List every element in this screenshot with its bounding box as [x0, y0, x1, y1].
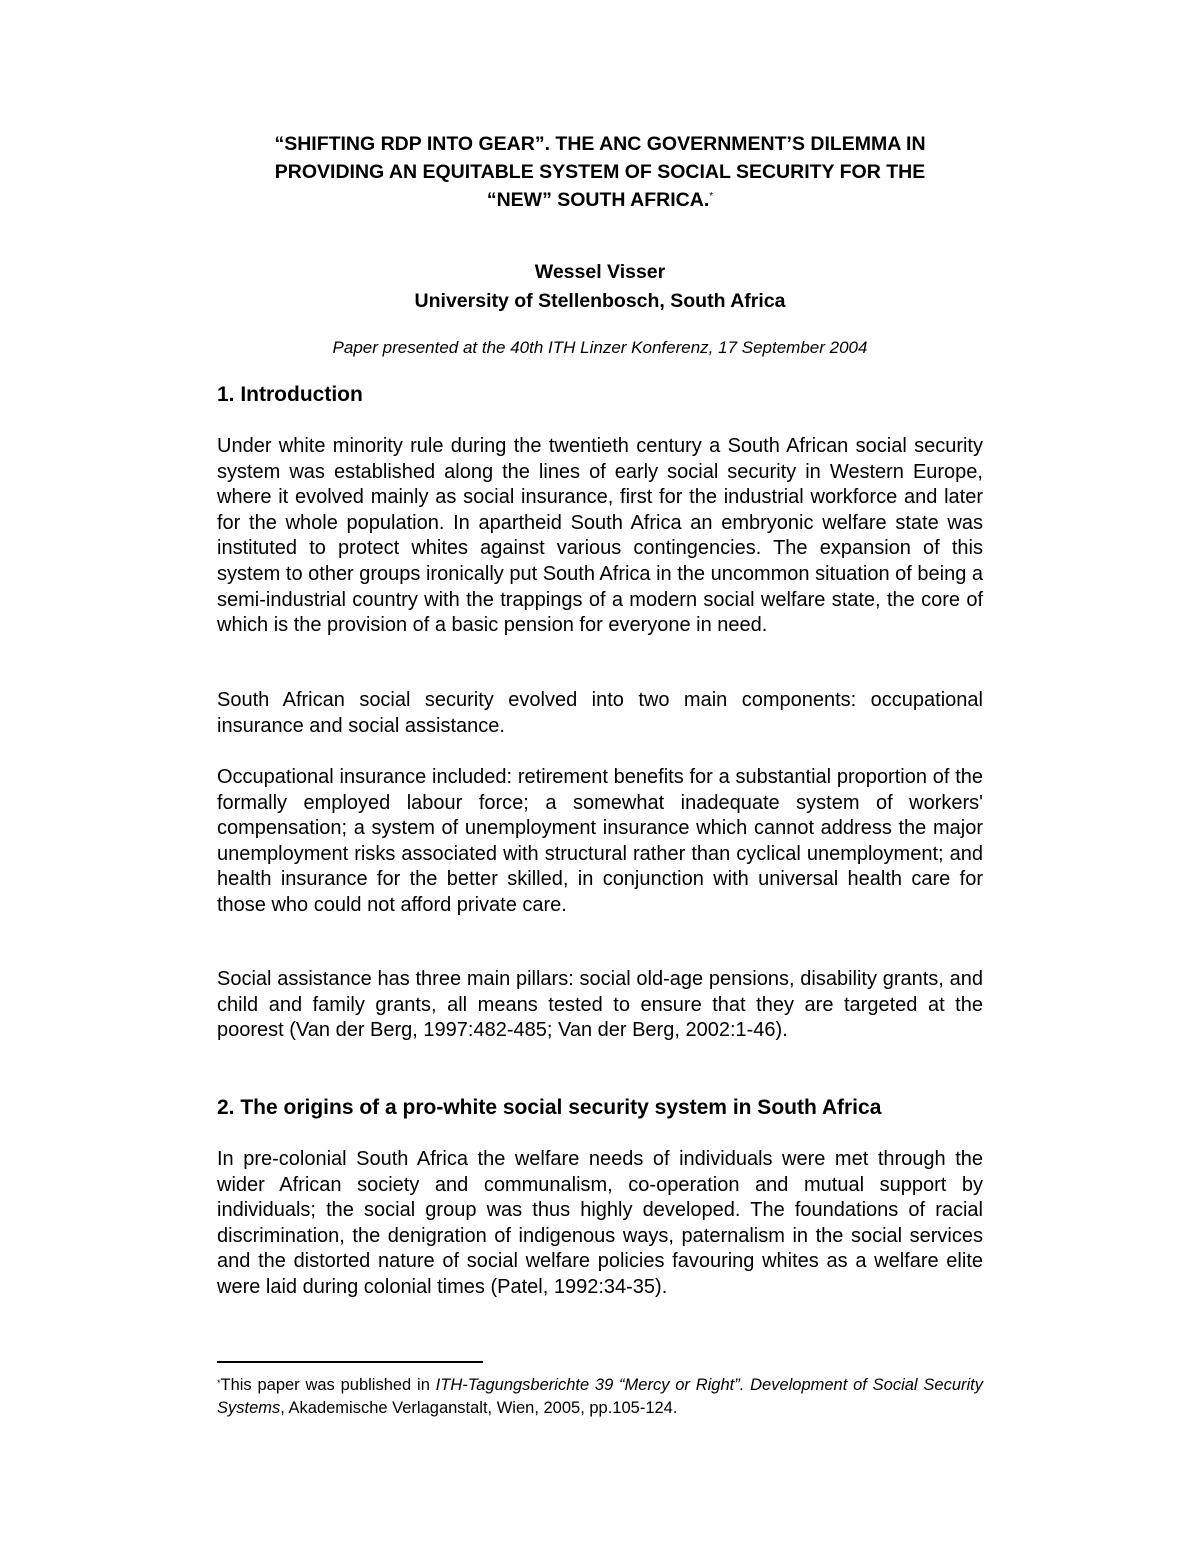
footnote-marker: * [217, 1378, 221, 1388]
author-block [217, 258, 983, 316]
title-line-3 [217, 186, 983, 214]
paragraph-intro-3: Occupational insurance included: retirement benefits for a substantial proportion of the formally employed labour force; a somewhat inadequate system of workers' compensation; a system of unemployment insurance which cannot address the major unemployment risks associated with structural rather than cyclical unemployment; and health insurance for the better skilled, in conjunction with universal health care for those who could not afford private care. [217, 766, 983, 916]
footnote-text-after: , Akademische Verlaganstalt, Wien, 2005, pp.105-124. [280, 1399, 678, 1417]
footnote [217, 1374, 983, 1420]
section-heading-origins: 2. The origins of a pro-white social security system in South Africa [217, 1096, 882, 1119]
paper-title [217, 130, 983, 214]
title-footnote-marker[interactable]: * [709, 191, 714, 202]
author-name: Wessel Visser [534, 261, 666, 283]
title-line-2: PROVIDING AN EQUITABLE SYSTEM OF SOCIAL SECURITY FOR THE [274, 161, 926, 183]
author-affiliation: University of Stellenbosch, South Africa [414, 290, 786, 312]
paragraph-intro-1: Under white minority rule during the twentieth century a South African social security system was established along the lines of early social security in Western Europe, where it evolved mainly as social insurance, first for the industrial workforce and later for the whole population. In apartheid South Africa an embryonic welfare state was instituted to protect whites against various contingencies. The expansion of this system to other groups ironically put South Africa in the uncommon situation of being a semi-industrial country with the trappings of a modern social welfare state, the core of which is the provision of a basic pension for everyone in need. [217, 435, 983, 637]
section-heading-introduction: 1. Introduction [217, 383, 363, 406]
footnote-separator [217, 1361, 483, 1363]
footnote-publication-title: ITH-Tagungsberichte 39 “Mercy or Right”. Development of Social Security Systems [217, 1376, 983, 1417]
paragraph-intro-4: Social assistance has three main pillars: social old-age pensions, disability grants, and child and family grants, all means tested to ensure that they are targeted at the poorest (Van der Berg, 1997:482-485; Van der Berg, 2002:1-46). [217, 968, 983, 1042]
paragraph-origins-1: In pre-colonial South Africa the welfare needs of individuals were met through the wider African society and communalism, co-operation and mutual support by individuals; the social group was thus highly developed. The foundations of racial discrimination, the denigration of indigenous ways, paternalism in the social services and the distorted nature of social welfare policies favouring whites as a welfare elite were laid during colonial times (Patel, 1992:34-35). [217, 1148, 983, 1298]
title-line-3-text: “NEW” SOUTH AFRICA. [486, 189, 710, 211]
footnote-text-before: This paper was published in [220, 1376, 436, 1394]
presentation-note: Paper presented at the 40th ITH Linzer Konferenz, 17 September 2004 [332, 338, 868, 357]
paragraph-intro-2: South African social security evolved into two main components: occupational insurance and social assistance. [217, 689, 983, 737]
title-line-1: “SHIFTING RDP INTO GEAR”. THE ANC GOVERNMENT’S DILEMMA IN [274, 133, 926, 155]
